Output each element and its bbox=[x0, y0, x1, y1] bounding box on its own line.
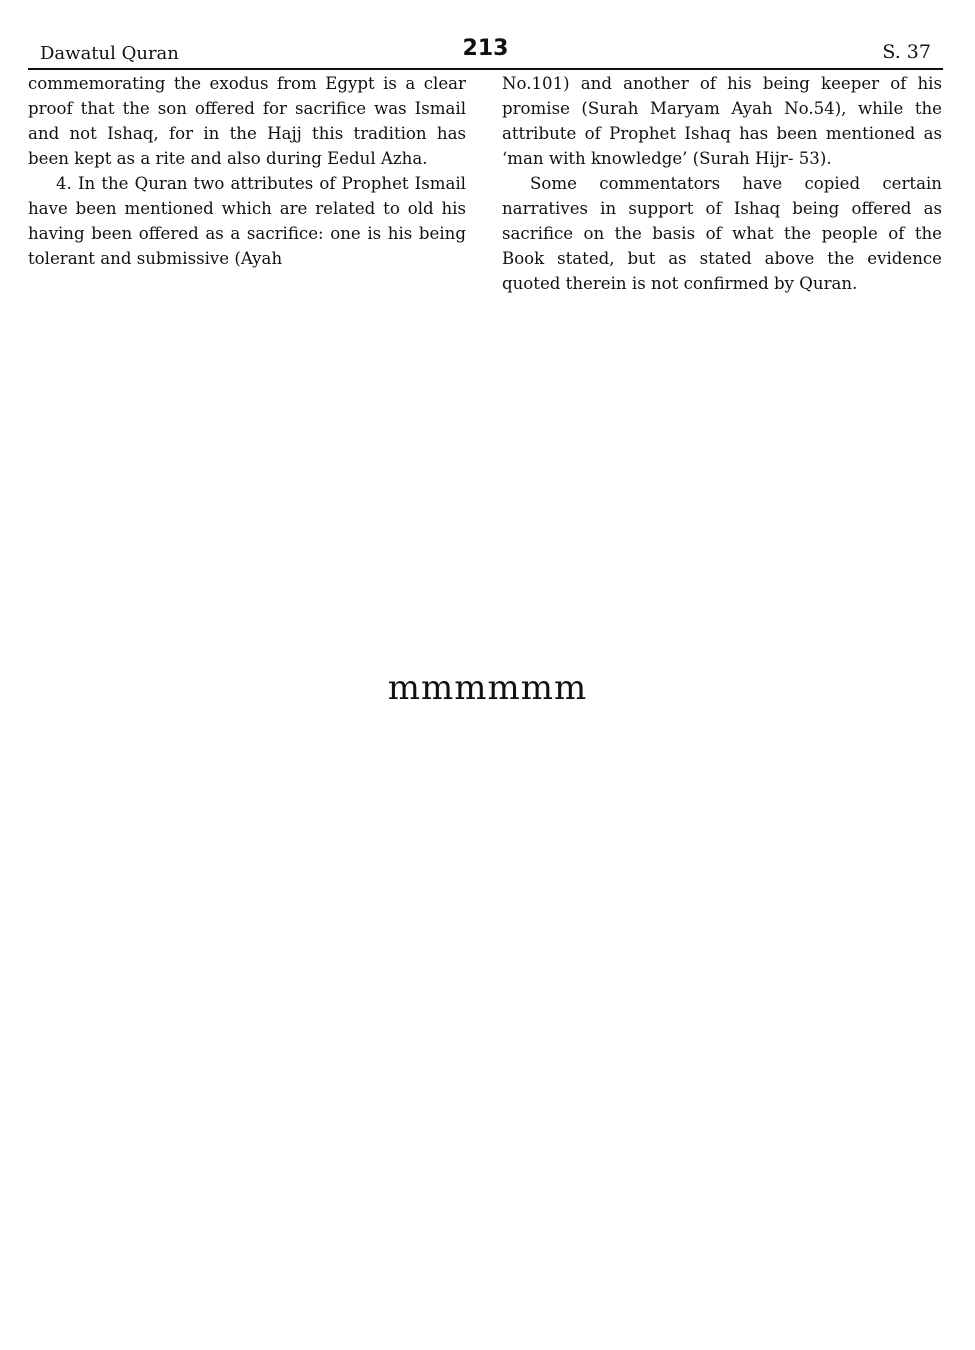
right-column bbox=[502, 71, 942, 296]
right-paragraph-1: No.101) and another of his being keeper of his promise (Surah Maryam Ayah No.54), while the attribute of Prophet Ishaq has been mentioned as ‘man with knowledge’ (Surah Hijr- 53). bbox=[502, 74, 942, 168]
left-paragraph-2: 4. In the Quran two attributes of Prophet Ismail have been mentioned which are related to old his having been offered as a sacrifice: one is his being tolerant and submissive (Ayah bbox=[28, 174, 466, 268]
book-title: Dawatul Quran bbox=[40, 43, 179, 64]
page-number: 213 bbox=[462, 36, 509, 61]
left-paragraph-1: commemorating the exodus from Egypt is a clear proof that the son offered for sacrifice was Ismail and not Ishaq, for in the Hajj this tradition has been kept as a rite and also during Eedul Azha. bbox=[28, 74, 466, 168]
left-column bbox=[28, 71, 466, 271]
surah-reference: S. 37 bbox=[882, 41, 931, 63]
page-header bbox=[28, 36, 943, 70]
section-end-ornament: mmmmmm bbox=[387, 668, 588, 708]
right-paragraph-2: Some commentators have copied certain narratives in support of Ishaq being offered as sacrifice on the basis of what the people of the Book stated, but as stated above the evidence quoted therein is not confirmed by Quran. bbox=[502, 174, 942, 293]
